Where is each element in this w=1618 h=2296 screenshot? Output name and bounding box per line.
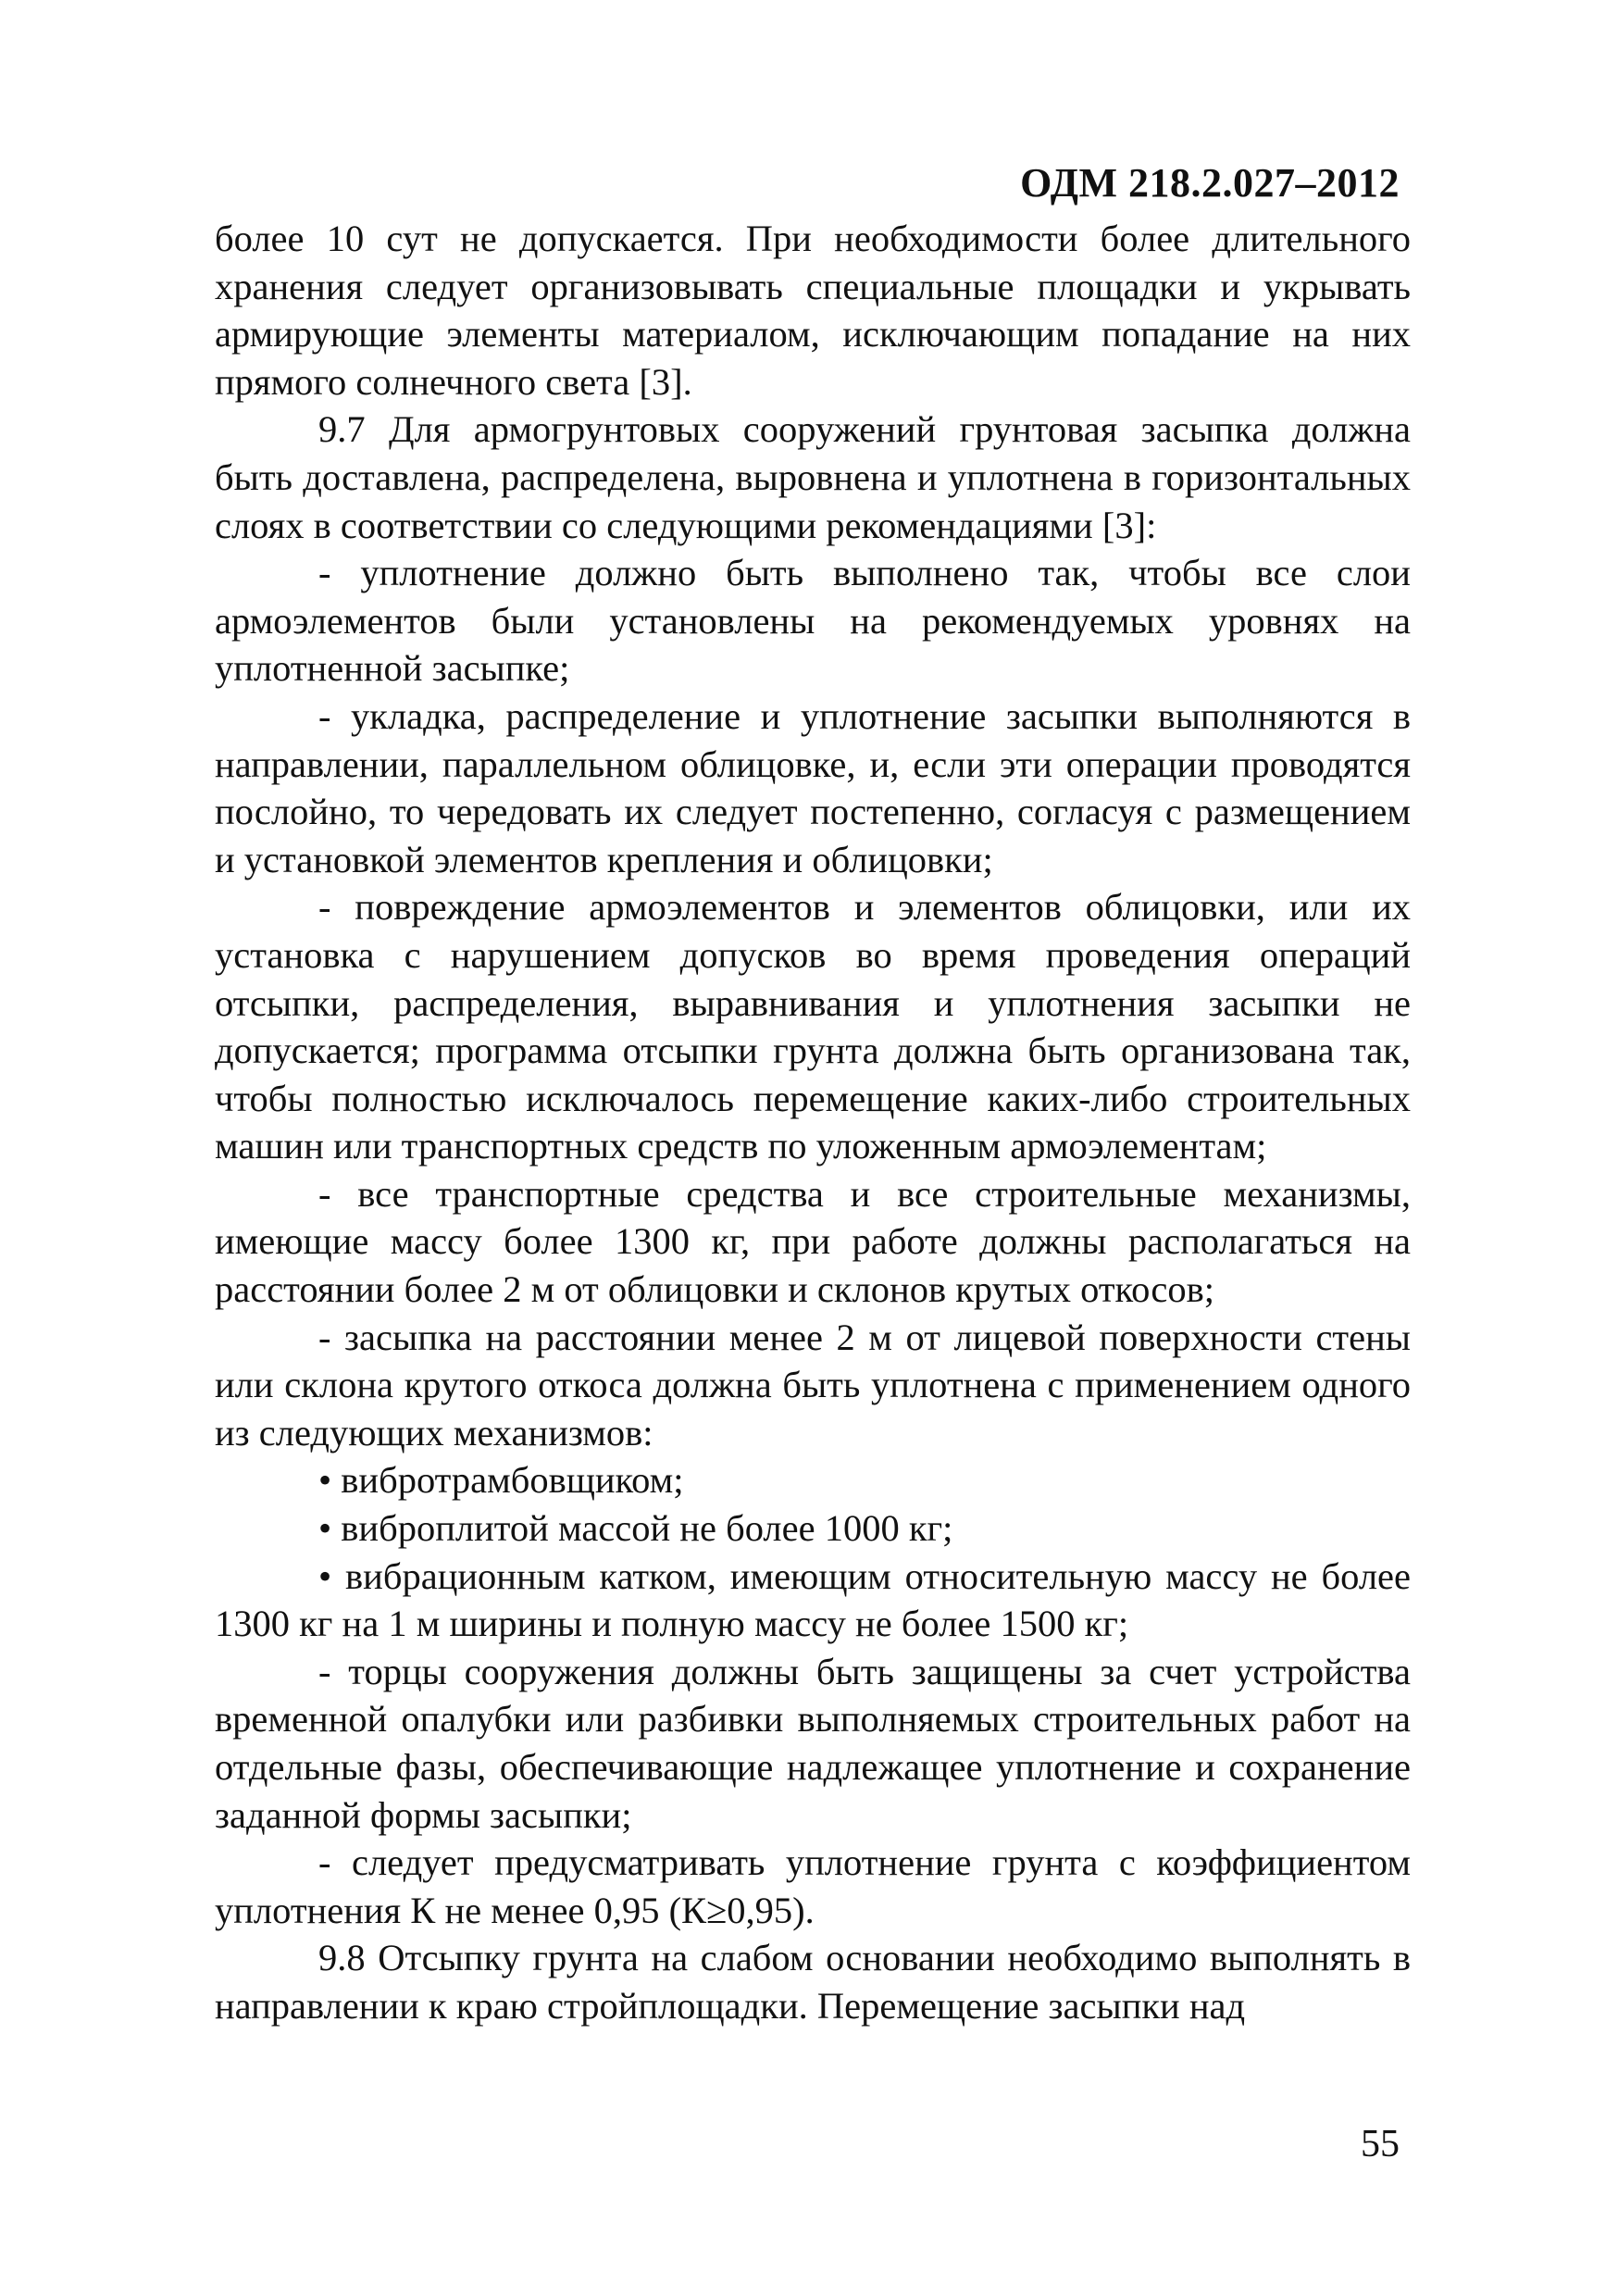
list-item-damage-prohibition: - повреждение армоэлементов и элементов облицовки, или их установка с нарушением допусков во время проведения операций отсыпки, распределения, выравнивания и уплотнения засыпки не допускается; программа отсыпки грунта должна быть организована так, чтобы полностью исключалось перемещение каких-либо строительных машин или транспортных средств по уложенным армоэлементам;	[215, 886, 1411, 1167]
list-item-near-wall-compaction: - засыпка на расстоянии менее 2 м от лицевой поверхности стены или склона крутого откоса должна быть уплотнена с применением одного из следующих механизмов:	[215, 1316, 1411, 1454]
paragraph-continuation: более 10 сут не допускается. При необходимости более длительного хранения следует организовывать специальные площадки и укрывать армирующие элементы материалом, исключающим попадание на них прямого солнечного света [3].	[215, 218, 1411, 403]
list-item-compaction-coefficient: - следует предусматривать уплотнение грунта с коэффициентом уплотнения К не менее 0,95 (К≥0,95).	[215, 1841, 1411, 1931]
document-code-header: ОДМ 218.2.027–2012	[1020, 160, 1400, 206]
paragraph-9-8: 9.8 Отсыпку грунта на слабом основании необходимо выполнять в направлении к краю стройплощадки. Перемещение засыпки над	[215, 1937, 1411, 2027]
bullet-item-vibrotamper: • вибротрамбовщиком;	[318, 1459, 684, 1502]
list-item-laying-direction: - укладка, распределение и уплотнение засыпки выполняются в направлении, параллельном облицовке, и, если эти операции проводятся послойно, то чередовать их следует постепенно, согласуя с размещением и установкой элементов крепления и облицовки;	[215, 694, 1411, 880]
list-item-compaction-levels: - уплотнение должно быть выполнено так, чтобы все слои армоэлементов были установлены на рекомендуемых уровнях на уплотненной засыпке;	[215, 552, 1411, 690]
bullet-item-vibroplate: • виброплитой массой не более 1000 кг;	[318, 1507, 953, 1550]
paragraph-9-7: 9.7 Для армогрунтовых сооружений грунтовая засыпка должна быть доставлена, распределена, выровнена и уплотнена в горизонтальных слоях в соответствии со следующими рекомендациями [3]:	[215, 408, 1411, 546]
list-item-end-protection: - торцы сооружения должны быть защищены за счет устройства временной опалубки или разбивки выполняемых строительных работ на отдельные фазы, обеспечивающие надлежащее уплотнение и сохранение заданной формы засыпки;	[215, 1650, 1411, 1836]
page-body	[215, 215, 1411, 2030]
bullet-item-vibroroller: • вибрационным катком, имеющим относительную массу не более 1300 кг на 1 м ширины и полную массу не более 1500 кг;	[215, 1554, 1411, 1645]
page-number: 55	[1361, 2123, 1400, 2165]
list-item-vehicle-distance: - все транспортные средства и все строительные механизмы, имеющие массу более 1300 кг, при работе должны располагаться на расстоянии более 2 м от облицовки и склонов крутых откосов;	[215, 1172, 1411, 1311]
